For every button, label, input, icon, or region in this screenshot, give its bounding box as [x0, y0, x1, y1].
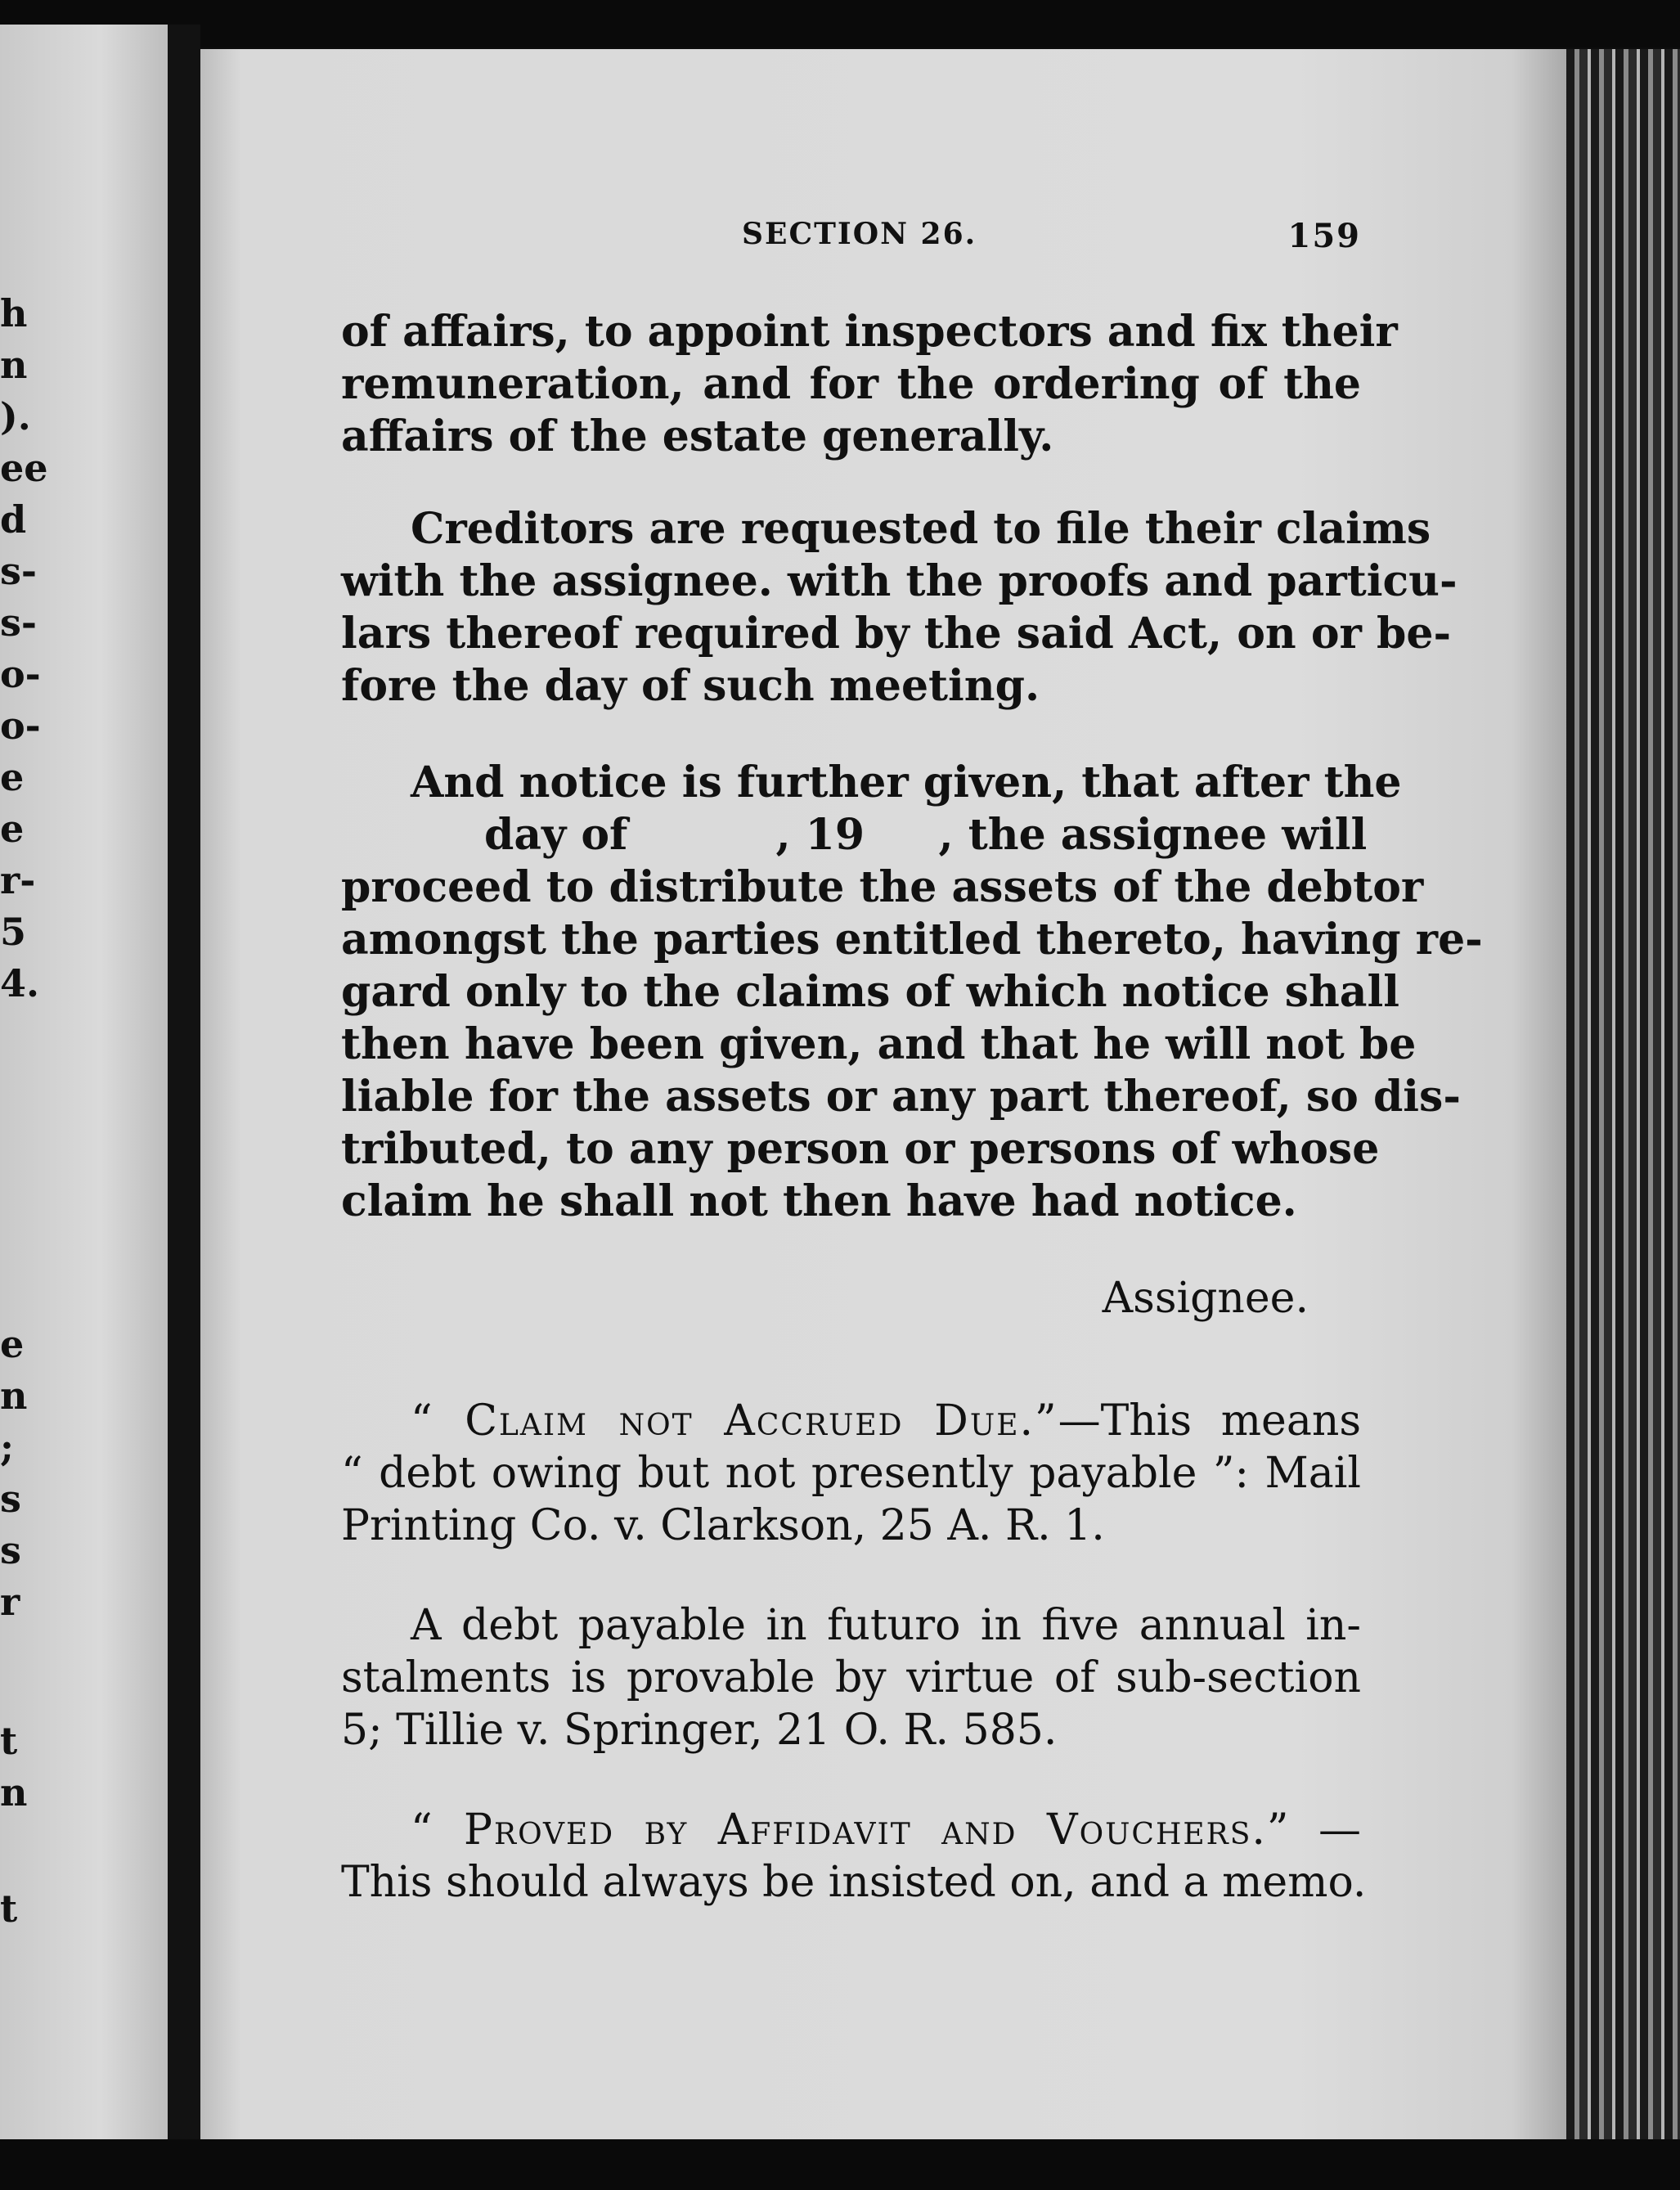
text-line: then have been given, and that he will not be — [341, 1019, 1417, 1069]
left-page-fragment: o- — [0, 652, 41, 696]
left-page-fragment: t — [0, 1886, 18, 1931]
left-page-fragment: ; — [0, 1425, 14, 1469]
paragraph-3 — [341, 757, 1483, 1228]
section-title: SECTION 26. — [742, 217, 977, 251]
left-page-fragment: d — [0, 497, 27, 542]
text-line: of affairs, to appoint inspectors and fix their — [341, 307, 1398, 357]
scan-top-border — [0, 0, 1680, 47]
text-line: tributed, to any person or persons of whose — [341, 1124, 1380, 1174]
left-page-fragment: s — [0, 1477, 21, 1521]
text-line: with the assignee. with the proofs and particu- — [341, 556, 1458, 606]
note-debt-in-futuro — [341, 1599, 1361, 1756]
note-heading: “ Claim not Accrued Due.” — [411, 1396, 1058, 1446]
text-line: gard only to the claims of which notice shall — [341, 967, 1400, 1017]
text-line: stalments is provable by virtue of sub-section — [341, 1653, 1361, 1702]
text-line: remuneration, and for the ordering of the — [341, 359, 1361, 409]
text-line: A debt payable in futuro in five annual in- — [411, 1601, 1361, 1650]
left-page-fragment: e — [0, 807, 25, 851]
text-line: Creditors are requested to file their claims — [411, 504, 1431, 554]
left-page-fragment: r — [0, 1580, 20, 1624]
left-page-fragment: n — [0, 343, 28, 387]
text-line: fore the day of such meeting. — [341, 661, 1040, 711]
page-number: 159 — [1287, 217, 1361, 255]
text-line: liable for the assets or any part thereof, so dis- — [341, 1072, 1461, 1122]
left-page-fragment: r- — [0, 858, 36, 902]
left-page-edge — [0, 25, 168, 2152]
note-claim-not-accrued — [341, 1395, 1361, 1552]
note-heading: “ Proved by Affidavit and Vouchers.” — [411, 1806, 1291, 1855]
note-proved-by-affidavit — [341, 1804, 1367, 1909]
text-line: “ debt owing but not presently payable ”: Mail — [341, 1449, 1361, 1498]
left-page-fragment: 5 — [0, 910, 27, 954]
text-line: day of , 19 , the assignee will — [484, 810, 1368, 860]
left-page-fragment: e — [0, 755, 25, 799]
paragraph-1 — [341, 306, 1398, 463]
text-line: And notice is further given, that after the — [411, 758, 1402, 807]
page-edge-strips — [1566, 49, 1680, 2139]
left-page-fragment: h — [0, 291, 28, 335]
text-line: amongst the parties entitled thereto, having re- — [341, 915, 1483, 965]
text-line: 5; Tillie v. Springer, 21 O. R. 585. — [341, 1706, 1058, 1755]
paragraph-2 — [341, 503, 1458, 713]
signature-assignee: Assignee. — [1102, 1274, 1309, 1323]
running-head — [341, 217, 1361, 266]
text-line: proceed to distribute the assets of the debtor — [341, 862, 1424, 912]
left-page-fragment: s — [0, 1528, 21, 1572]
text-line: — — [1290, 1806, 1361, 1855]
left-page-fragment: n — [0, 1770, 28, 1815]
text-line: This should always be insisted on, and a memo. — [341, 1858, 1367, 1907]
text-line: —This means — [1058, 1396, 1362, 1446]
book-gutter — [168, 25, 200, 2152]
text-line: claim he shall not then have had notice. — [341, 1176, 1297, 1226]
left-page-fragment: o- — [0, 704, 41, 748]
left-page-fragment: n — [0, 1374, 28, 1418]
left-page-fragment: e — [0, 1322, 25, 1366]
text-line: affairs of the estate generally. — [341, 411, 1054, 461]
scan-bottom-border — [0, 2139, 1680, 2190]
text-line: Printing Co. v. Clarkson, 25 A. R. 1. — [341, 1501, 1105, 1550]
left-page-fragment: ee — [0, 446, 48, 490]
left-page-fragment: s- — [0, 600, 37, 645]
left-page-fragment: 4. — [0, 961, 40, 1005]
left-page-fragment: ). — [0, 394, 31, 438]
text-line: lars thereof required by the said Act, on or be- — [341, 609, 1452, 659]
left-page-fragment: t — [0, 1719, 18, 1763]
left-page-fragment: s- — [0, 549, 37, 593]
